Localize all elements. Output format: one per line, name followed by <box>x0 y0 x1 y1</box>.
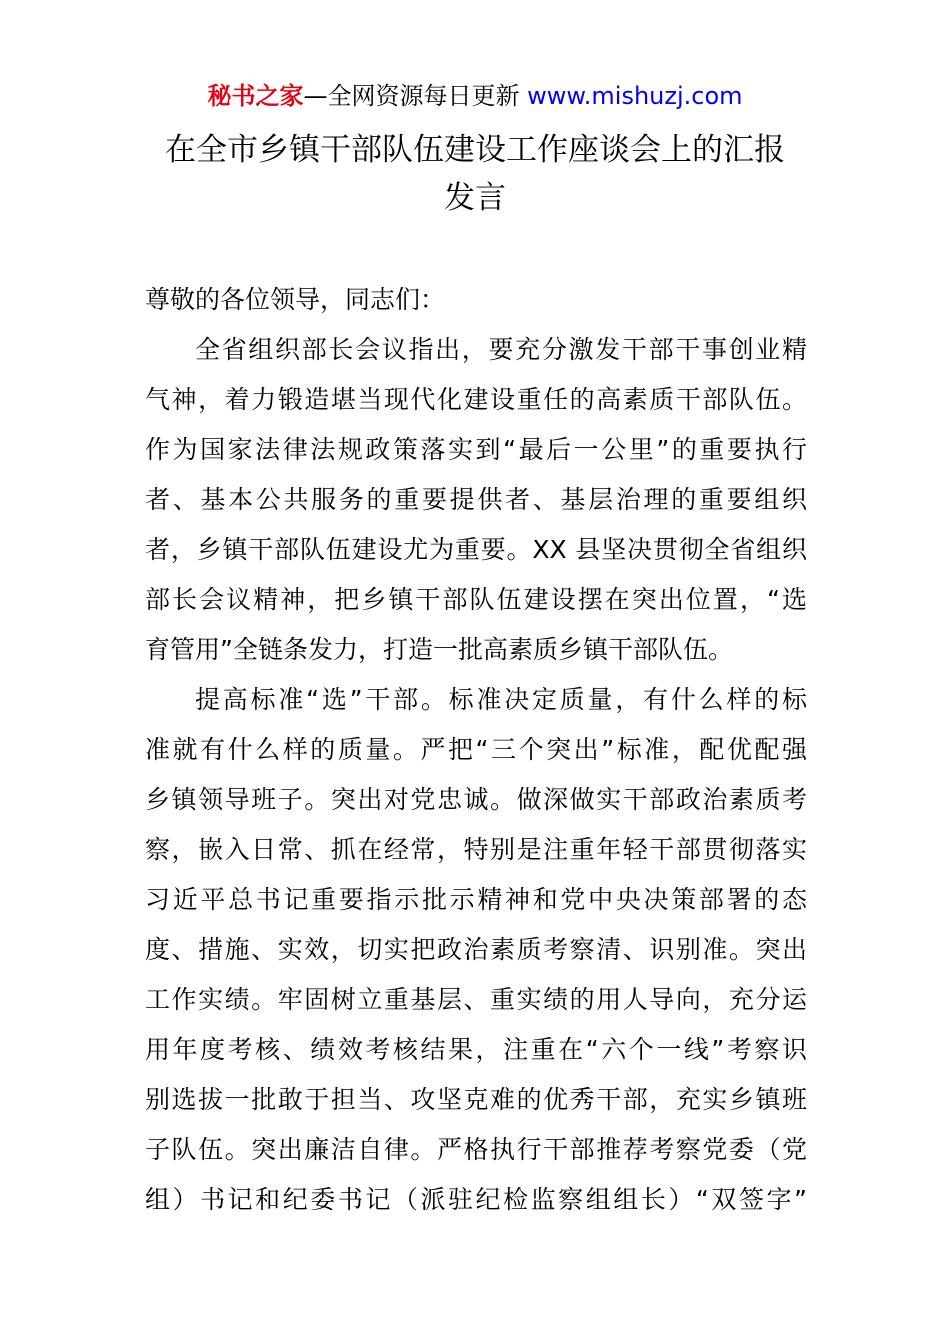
text-line: 察，嵌入日常、抓在经常，特别是注重年轻干部贯彻落实 <box>145 835 807 864</box>
text-line: 作为国家法律法规政策落实到“最后一公里”的重要执行 <box>145 435 807 464</box>
text-line: 育管用”全链条发力，打造一批高素质乡镇干部队伍。 <box>145 635 733 664</box>
document-title <box>120 126 830 222</box>
site-banner <box>0 80 950 112</box>
text-line: 乡镇领导班子。突出对党忠诚。做深做实干部政治素质考 <box>145 785 807 814</box>
banner-tagline: —全网资源每日更新 <box>303 82 528 110</box>
text-line: 工作实绩。牢固树立重基层、重实绩的用人导向，充分运 <box>145 985 807 1014</box>
document-title-line-2: 发言 <box>444 180 506 216</box>
paragraph-1 <box>145 325 807 675</box>
text-line: 者、基本公共服务的重要提供者、基层治理的重要组织 <box>145 485 807 514</box>
banner-url-link[interactable]: www.mishuzj.com <box>527 82 743 110</box>
text-line: 别选拔一批敢于担当、攻坚克难的优秀干部，充实乡镇班 <box>145 1085 807 1114</box>
text-line: 者，乡镇干部队伍建设尤为重要。XX 县坚决贯彻全省组织 <box>145 535 807 564</box>
text-line: 子队伍。突出廉洁自律。严格执行干部推荐考察党委（党 <box>145 1135 807 1164</box>
text-line: 组）书记和纪委书记（派驻纪检监察组组长）“双签字” <box>145 1185 807 1214</box>
text-line: 气神，着力锻造堪当现代化建设重任的高素质干部队伍。 <box>145 385 807 414</box>
text-line: 提高标准“选”干部。标准决定质量，有什么样的标 <box>195 685 807 714</box>
text-line: 部长会议精神，把乡镇干部队伍建设摆在突出位置，“选 <box>145 585 807 614</box>
document-title-line-1: 在全市乡镇干部队伍建设工作座谈会上的汇报 <box>165 132 785 168</box>
text-line: 全省组织部长会议指出，要充分激发干部干事创业精 <box>195 335 807 364</box>
text-line: 习近平总书记重要指示批示精神和党中央决策部署的态 <box>145 885 807 914</box>
document-body <box>145 275 807 1225</box>
salutation: 尊敬的各位领导，同志们： <box>145 285 446 314</box>
text-line: 准就有什么样的质量。严把“三个突出”标准，配优配强 <box>145 735 807 764</box>
text-line: 用年度考核、绩效考核结果，注重在“六个一线”考察识 <box>145 1035 807 1064</box>
banner-brand: 秘书之家 <box>207 82 304 110</box>
paragraph-2 <box>145 675 807 1225</box>
text-line: 度、措施、实效，切实把政治素质考察清、识别准。突出 <box>145 935 807 964</box>
